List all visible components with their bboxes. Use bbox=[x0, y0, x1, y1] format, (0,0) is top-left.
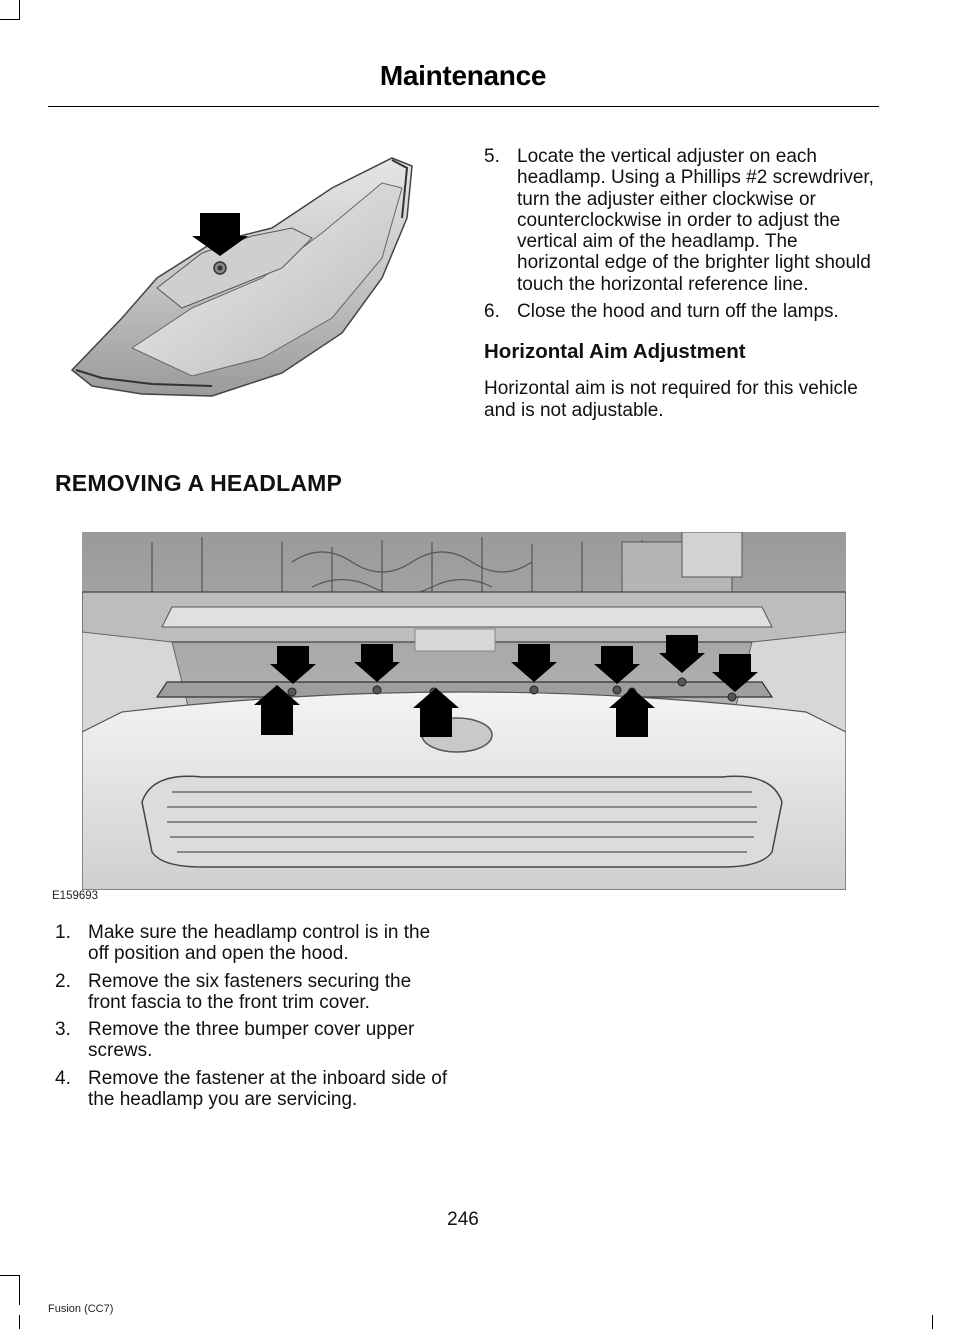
step-number: 2. bbox=[55, 970, 71, 992]
step-text: Remove the six fasteners securing the front fascia to the front trim cover. bbox=[88, 970, 412, 1013]
horizontal-aim-heading: Horizontal Aim Adjustment bbox=[484, 340, 746, 364]
right-column bbox=[484, 146, 876, 421]
step-text: Remove the fastener at the inboard side of the headlamp you are servicing. bbox=[88, 1067, 448, 1111]
list-item bbox=[55, 1068, 450, 1111]
front-fascia-fasteners-illustration bbox=[82, 532, 846, 890]
horizontal-aim-text: Horizontal aim is not required for this vehicle and is not adjustable. bbox=[484, 378, 858, 421]
step-text: Locate the vertical adjuster on each headlamp. Using a Phillips #2 screwdriver, turn the adjuster either clockwise or counterclockwise in order to adjust the vertical aim of the headlamp. The horizontal edge of the brighter light should touch the horizontal reference line. bbox=[517, 146, 874, 295]
crop-mark bbox=[19, 1275, 20, 1305]
step-text: Make sure the headlamp control is in the off position and open the hood. bbox=[88, 922, 431, 965]
step-number: 6. bbox=[484, 301, 500, 323]
step-number: 1. bbox=[55, 922, 71, 943]
list-item bbox=[55, 922, 450, 965]
crop-mark bbox=[0, 1275, 20, 1276]
step-number: 3. bbox=[55, 1019, 71, 1041]
footer-text: Fusion (CC7) bbox=[48, 1303, 114, 1315]
step-text: Close the hood and turn off the lamps. bbox=[517, 301, 839, 323]
headlamp-adjuster-illustration bbox=[62, 148, 418, 403]
list-item bbox=[484, 301, 876, 322]
crop-mark bbox=[19, 0, 20, 20]
left-column bbox=[55, 922, 450, 1116]
section-heading: REMOVING A HEADLAMP bbox=[55, 470, 343, 496]
crop-mark bbox=[0, 19, 20, 20]
list-item bbox=[484, 146, 876, 295]
crop-mark bbox=[19, 1315, 20, 1329]
page-number: 246 bbox=[447, 1209, 479, 1230]
figure-label: E159693 bbox=[52, 890, 99, 902]
step-text: Remove the three bumper cover upper screws. bbox=[88, 1019, 415, 1062]
step-number: 5. bbox=[484, 146, 500, 167]
list-item bbox=[55, 1019, 450, 1062]
crop-mark bbox=[932, 1315, 933, 1329]
page-title: Maintenance bbox=[379, 60, 547, 91]
header-divider bbox=[48, 106, 879, 107]
step-number: 4. bbox=[55, 1067, 71, 1089]
list-item bbox=[55, 971, 450, 1014]
